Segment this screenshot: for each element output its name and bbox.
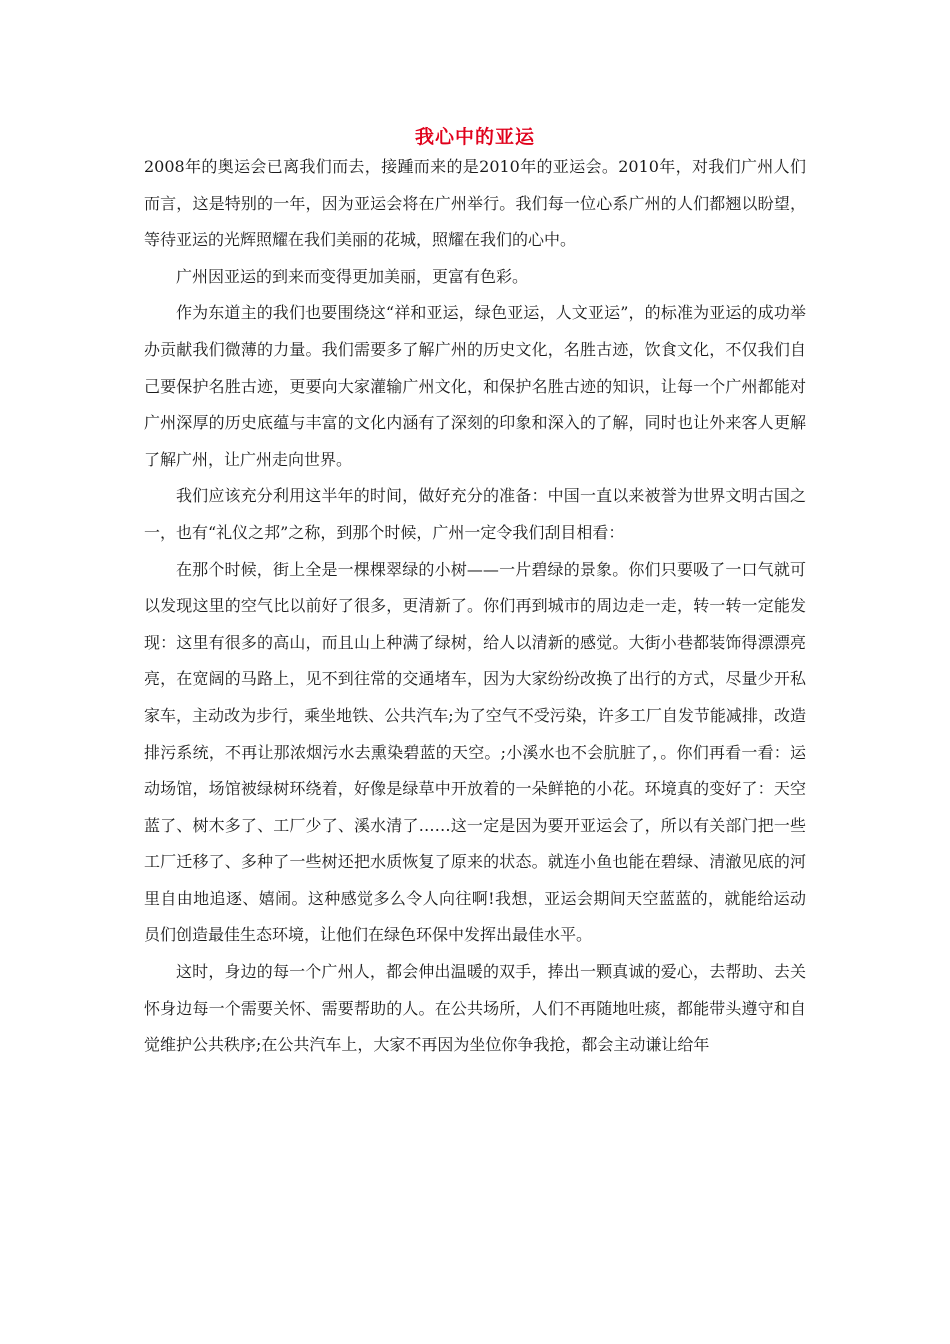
paragraph-guangzhou-beauty: 广州因亚运的到来而变得更加美丽，更富有色彩。	[176, 266, 529, 286]
paragraph-host-city: 作为东道主的我们也要围绕这“祥和亚运，绿色亚运，人文亚运”，的标准为亚运的成功举办贡献我们微薄的力量。我们需要多了解广州的历史文化，名胜古迹，饮食文化，不仅我们自己要保护名胜古迹，更要向大家灌输广州文化，和保护名胜古迹的知识，让每一个广州都能对广州深厚的历史底蕴与丰富的文化内涵有了深刻的印象和深入的了解，同时也让外来客人更解了解广州，让广州走向世界。	[144, 303, 806, 469]
document-body	[144, 149, 806, 1064]
document-title: 我心中的亚运	[414, 126, 535, 148]
paragraph-environment: 在那个时候，街上全是一棵棵翠绿的小树——一片碧绿的景象。你们只要吸了一口气就可以发现这里的空气比以前好了很多，更清新了。你们再到城市的周边走一走，转一转一定能发现：这里有很多的高山，而且山上种满了绿树，给人以清新的感觉。大街小巷都装饰得漂漂亮亮，在宽阔的马路上，见不到往常的交通堵车，因为大家纷纷改换了出行的方式，尽量少开私家车，主动改为步行，乘坐地铁、公共汽车;为了空气不受污染，许多工厂自发节能减排，改造排污系统，不再让那浓烟污水去熏染碧蓝的天空。;小溪水也不会肮脏了，。你们再看一看：运动场馆，场馆被绿树环绕着，好像是绿草中开放着的一朵鲜艳的小花。环境真的变好了：天空蓝了、树木多了、工厂少了、溪水清了……这一定是因为要开亚运会了，所以有关部门把一些工厂迁移了、多种了一些树还把水质恢复了原来的状态。就连小鱼也能在碧绿、清澈见底的河里自由地追逐、嬉闹。这种感觉多么令人向往啊!我想，亚运会期间天空蓝蓝的，就能给运动员们创造最佳生态环境，让他们在绿色环保中发挥出最佳水平。	[144, 559, 806, 945]
paragraph-intro: 2008年的奥运会已离我们而去，接踵而来的是2010年的亚运会。2010年，对我们广州人们而言，这是特别的一年，因为亚运会将在广州举行。我们每一位心系广州的人们都翘以盼望，等待亚运的光辉照耀在我们美丽的花城，照耀在我们的心中。	[144, 157, 806, 250]
paragraph-preparation: 我们应该充分利用这半年的时间，做好充分的准备：中国一直以来被誉为世界文明古国之一，也有“礼仪之邦”之称，到那个时候，广州一定令我们刮目相看：	[144, 486, 806, 542]
paragraph-people: 这时，身边的每一个广州人，都会伸出温暖的双手，捧出一颗真诚的爱心，去帮助、去关怀身边每一个需要关怀、需要帮助的人。在公共场所，人们不再随地吐痰，都能带头遵守和自觉维护公共秩序;在公共汽车上，大家不再因为坐位你争我抢，都会主动谦让给年	[144, 962, 806, 1055]
